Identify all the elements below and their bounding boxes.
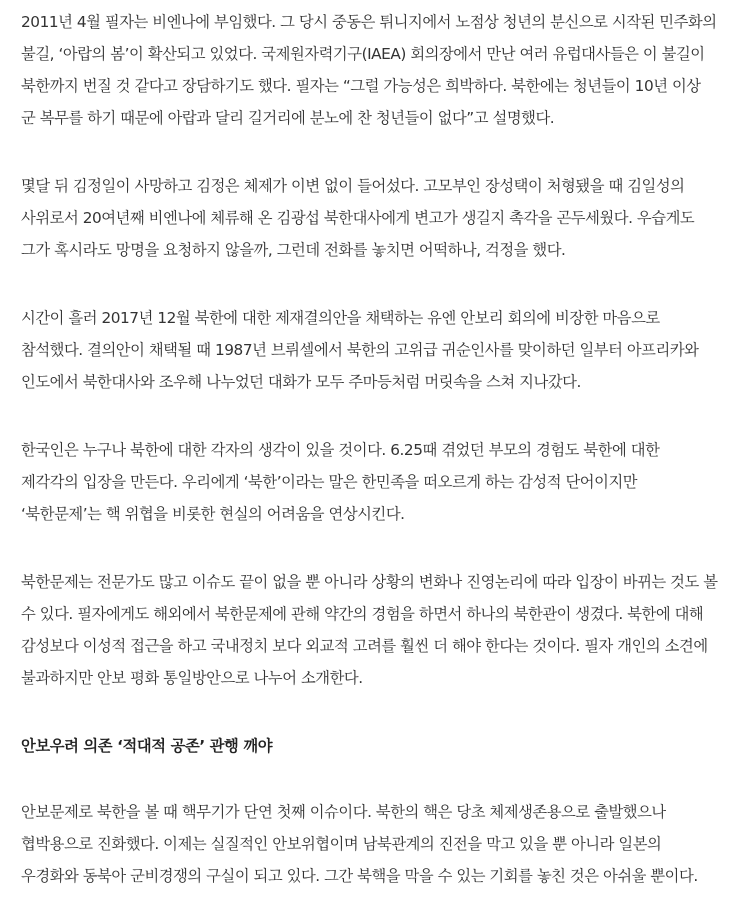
section-subheading: 안보우려 의존 ‘적대적 공존’ 관행 깨야: [21, 737, 273, 755]
paragraph-korean-views: 한국인은 누구나 북한에 대한 각자의 생각이 있을 것이다. 6.25때 겪었던 부모의 경험도 북한에 대한 제각각의 입장을 만든다. 우리에게 ‘북한’이라는 말은 한민족을 떠오르게 하는 감성적 단어이지만 ‘북한문제’는 핵 위협을 비롯한 현실의 어려움을 연상시킨다.: [21, 441, 660, 523]
paragraph-north-korea-issue: 북한문제는 전문가도 많고 이슈도 끝이 없을 뿐 아니라 상황의 변화나 진영논리에 따라 입장이 바뀌는 것도 볼 수 있다. 필자에게도 해외에서 북한문제에 관해 약간의 경험을 하면서 하나의 북한관이 생겼다. 북한에 대해 감성보다 이성적 접근을 하고 국내정치 보다 외교적 고려를 훨씬 더 해야 한다는 것이다. 필자 개인의 소견에 불과하지만 안보 평화 통일방안으로 나누어 소개한다.: [21, 573, 718, 687]
paragraph-nuclear-security: 안보문제로 북한을 볼 때 핵무기가 단연 첫째 이슈이다. 북한의 핵은 당초 체제생존용으로 출발했으나 협박용으로 진화했다. 이제는 실질적인 안보위협이며 남북관계의 진전을 막고 있을 뿐 아니라 일본의 우경화와 동북아 군비경쟁의 구실이 되고 있다. 그간 북핵을 막을 수 있는 기회를 놓친 것은 아쉬울 뿐이다.: [21, 803, 698, 885]
paragraph-kim-regime: 몇달 뒤 김정일이 사망하고 김정은 체제가 이변 없이 들어섰다. 고모부인 장성택이 처형됐을 때 김일성의 사위로서 20여년째 비엔나에 체류해 온 김광섭 북한대사에게 변고가 생길지 촉각을 곤두세웠다. 우습게도 그가 혹시라도 망명을 요청하지 않을까, 그런데 전화를 놓치면 어떡하나, 걱정을 했다.: [21, 177, 695, 259]
paragraph-un-resolution: 시간이 흘러 2017년 12월 북한에 대한 제재결의안을 채택하는 유엔 안보리 회의에 비장한 마음으로 참석했다. 결의안이 채택될 때 1987년 브뤼셀에서 북한의 고위급 귀순인사를 맞이하던 일부터 아프리카와 인도에서 북한대사와 조우해 나누었던 대화가 모두 주마등처럼 머릿속을 스쳐 지나갔다.: [21, 309, 699, 391]
paragraph-vienna-arrival: 2011년 4월 필자는 비엔나에 부임했다. 그 당시 중동은 튀니지에서 노점상 청년의 분신으로 시작된 민주화의 불길, ‘아랍의 봄’이 확산되고 있었다. 국제원자력기구(IAEA) 회의장에서 만난 여러 유럽대사들은 이 불길이 북한까지 번질 것 같다고 장담하기도 했다. 필자는 “그럴 가능성은 희박하다. 북한에는 청년들이 10년 이상 군 복무를 하기 때문에 아랍과 달리 길거리에 분노에 찬 청년들이 없다”고 설명했다.: [21, 13, 717, 127]
